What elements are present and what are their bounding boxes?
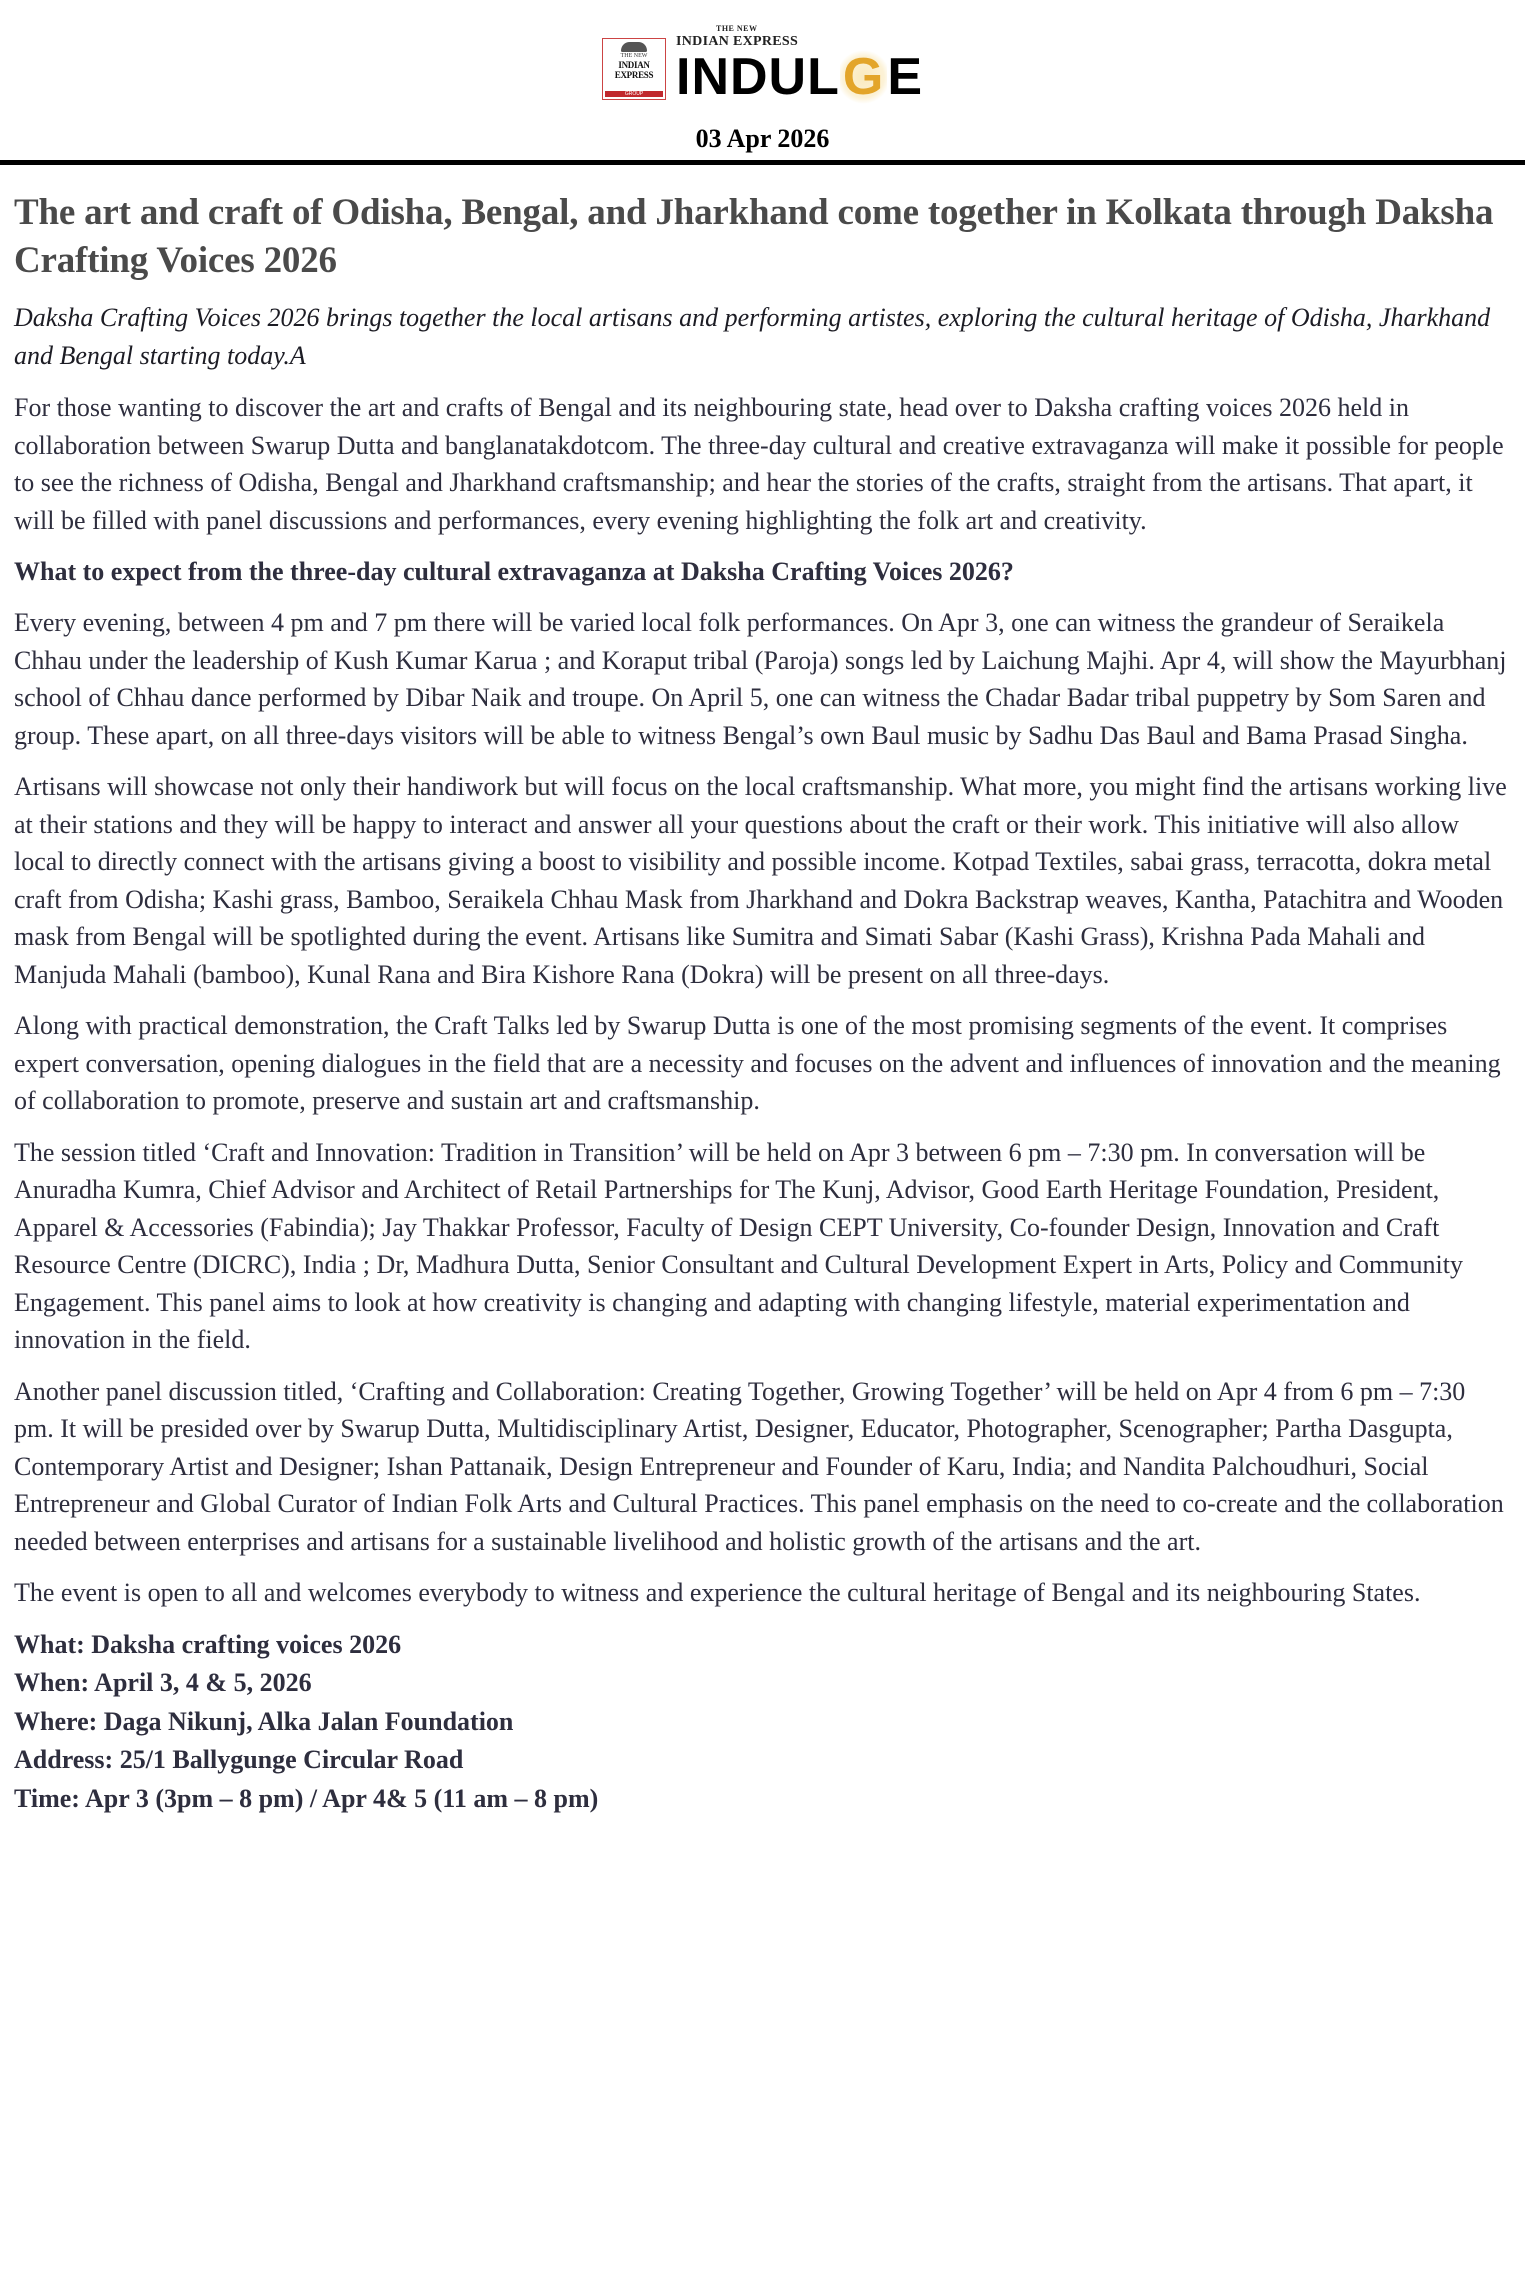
header-divider bbox=[0, 160, 1525, 165]
body-paragraph-session-1: The session titled ‘Craft and Innovation: Tradition in Transition’ will be held on Apr 3 between 6 pm – 7:30 pm. In conversation will be Anuradha Kumra, Chief Advisor and Architect of Retail Partnerships for The Kunj, Advisor, Good Earth Heritage Foundation, President, Apparel & Accessories (Fabindia); Jay Thakkar Professor, Faculty of Design CEPT University, Co-founder Design, Innovation and Craft Resource Centre (DICRC), India ; Dr, Madhura Dutta, Senior Consultant and Cultural Development Expert in Arts, Policy and Community Engagement. This panel aims to look at how creativity is changing and adapting with changing lifestyle, material experimentation and innovation in the field. bbox=[14, 1137, 1463, 1354]
body-paragraph-session-2: Another panel discussion titled, ‘Crafting and Collaboration: Creating Together, Growing Together’ will be held on Apr 4 from 6 pm – 7:30 pm. It will be presided over by Swarup Dutta, Multidisciplinary Artist, Designer, Educator, Photographer, Scenographer; Partha Dasgupta, Contemporary Artist and Designer; Ishan Pattanaik, Design Entrepreneur and Founder of Karu, India; and Nandita Palchoudhuri, Social Entrepreneur and Global Curator of Indian Folk Arts and Cultural Practices. This panel emphasis on the need to co-create and the collaboration needed between enterprises and artisans for a sustainable livelihood and holistic growth of the artisans and the art. bbox=[14, 1376, 1504, 1556]
brand-top-text: THE NEW bbox=[716, 24, 758, 33]
crest-icon bbox=[621, 42, 647, 52]
body-paragraph-performances: Every evening, between 4 pm and 7 pm there will be varied local folk performances. On Apr 3, one can witness the grandeur of Seraikela Chhau under the leadership of Kush Kumar Karua ; and Koraput tribal (Paroja) songs led by Laichung Majhi. Apr 4, will show the Mayurbhanj school of Chhau dance performed by Dibar Naik and troupe. On April 5, one can witness the Chadar Badar tribal puppetry by Som Saren and group. These apart, on all three-days visitors will be able to witness Bengal’s own Baul music by Sadhu Das Baul and Bama Prasad Singha. bbox=[14, 608, 1507, 750]
indian-express-group-logo bbox=[602, 38, 666, 100]
brand-subtitle: INDIAN EXPRESS bbox=[676, 34, 799, 49]
brand-wordmark-g: G bbox=[840, 48, 887, 106]
group-logo-bar: GROUP bbox=[605, 91, 663, 97]
body-paragraph-closing: The event is open to all and welcomes everybody to witness and experience the cultural heritage of Bengal and its neighbouring States. bbox=[14, 1578, 1421, 1607]
fact-when: When: April 3, 4 & 5, 2026 bbox=[14, 1668, 312, 1697]
body-paragraph-craft-talks: Along with practical demonstration, the Craft Talks led by Swarup Dutta is one of the most promising segments of the event. It comprises expert conversation, opening dialogues in the field that are a necessity and focuses on the advent and influences of innovation and the meaning of collaboration to promote, preserve and sustain art and craftsmanship. bbox=[14, 1011, 1501, 1115]
fact-time: Time: Apr 3 (3pm – 8 pm) / Apr 4& 5 (11 am – 8 pm) bbox=[14, 1783, 599, 1813]
standfirst: Daksha Crafting Voices 2026 brings together the local artisans and performing artistes, exploring the cultural heritage of Odisha, Jharkhand and Bengal starting today.A bbox=[14, 303, 1491, 370]
fact-what: What: Daksha crafting voices 2026 bbox=[14, 1629, 402, 1659]
event-facts bbox=[14, 1626, 1511, 1819]
group-logo-line2: EXPRESS bbox=[614, 70, 654, 80]
brand-wordmark-post: E bbox=[887, 48, 924, 106]
group-logo-line1: INDIAN bbox=[618, 60, 650, 70]
publication-date: 03 Apr 2026 bbox=[695, 124, 830, 153]
masthead bbox=[0, 0, 1525, 160]
fact-where: Where: Daga Nikunj, Alka Jalan Foundation bbox=[14, 1706, 514, 1736]
fact-address: Address: 25/1 Ballygunge Circular Road bbox=[14, 1745, 464, 1774]
intro-paragraph: For those wanting to discover the art and crafts of Bengal and its neighbouring state, head over to Daksha crafting voices 2026 held in collaboration between Swarup Dutta and banglanatakdotcom. The three-day cultural and creative extravaganza will make it possible for people to see the richness of Odisha, Bengal and Jharkhand craftsmanship; and hear the stories of the crafts, straight from the artisans. That apart, it will be filled with panel discussions and performances, every evening highlighting the folk art and creativity. bbox=[14, 393, 1504, 535]
indulge-logo bbox=[602, 14, 982, 104]
brand-wordmark bbox=[676, 50, 923, 104]
brand-column bbox=[676, 24, 923, 104]
body-paragraph-artisans: Artisans will showcase not only their handiwork but will focus on the local craftsmanship. What more, you might find the artisans working live at their stations and they will be happy to interact and answer all your questions about the craft or their work. This initiative will also allow local to directly connect with the artisans giving a boost to visibility and possible income. Kotpad Textiles, sabai grass, terracotta, dokra metal craft from Odisha; Kashi grass, Bamboo, Seraikela Chhau Mask from Jharkhand and Dokra Backstrap weaves, Kantha, Patachitra and Wooden mask from Bengal will be spotlighted during the event. Artisans like Sumitra and Simati Sabar (Kashi Grass), Krishna Pada Mahali and Manjuda Mahali (bamboo), Kunal Rana and Bira Kishore Rana (Dokra) will be present on all three-days. bbox=[14, 772, 1507, 989]
headline: The art and craft of Odisha, Bengal, and Jharkhand come together in Kolkata through Daksha Crafting Voices 2026 bbox=[14, 192, 1494, 281]
section-subhead: What to expect from the three-day cultural extravaganza at Daksha Crafting Voices 2026? bbox=[14, 557, 1014, 586]
brand-wordmark-pre: INDUL bbox=[676, 48, 840, 106]
article bbox=[0, 189, 1525, 1818]
group-logo-small-text: THE NEW bbox=[620, 53, 648, 59]
